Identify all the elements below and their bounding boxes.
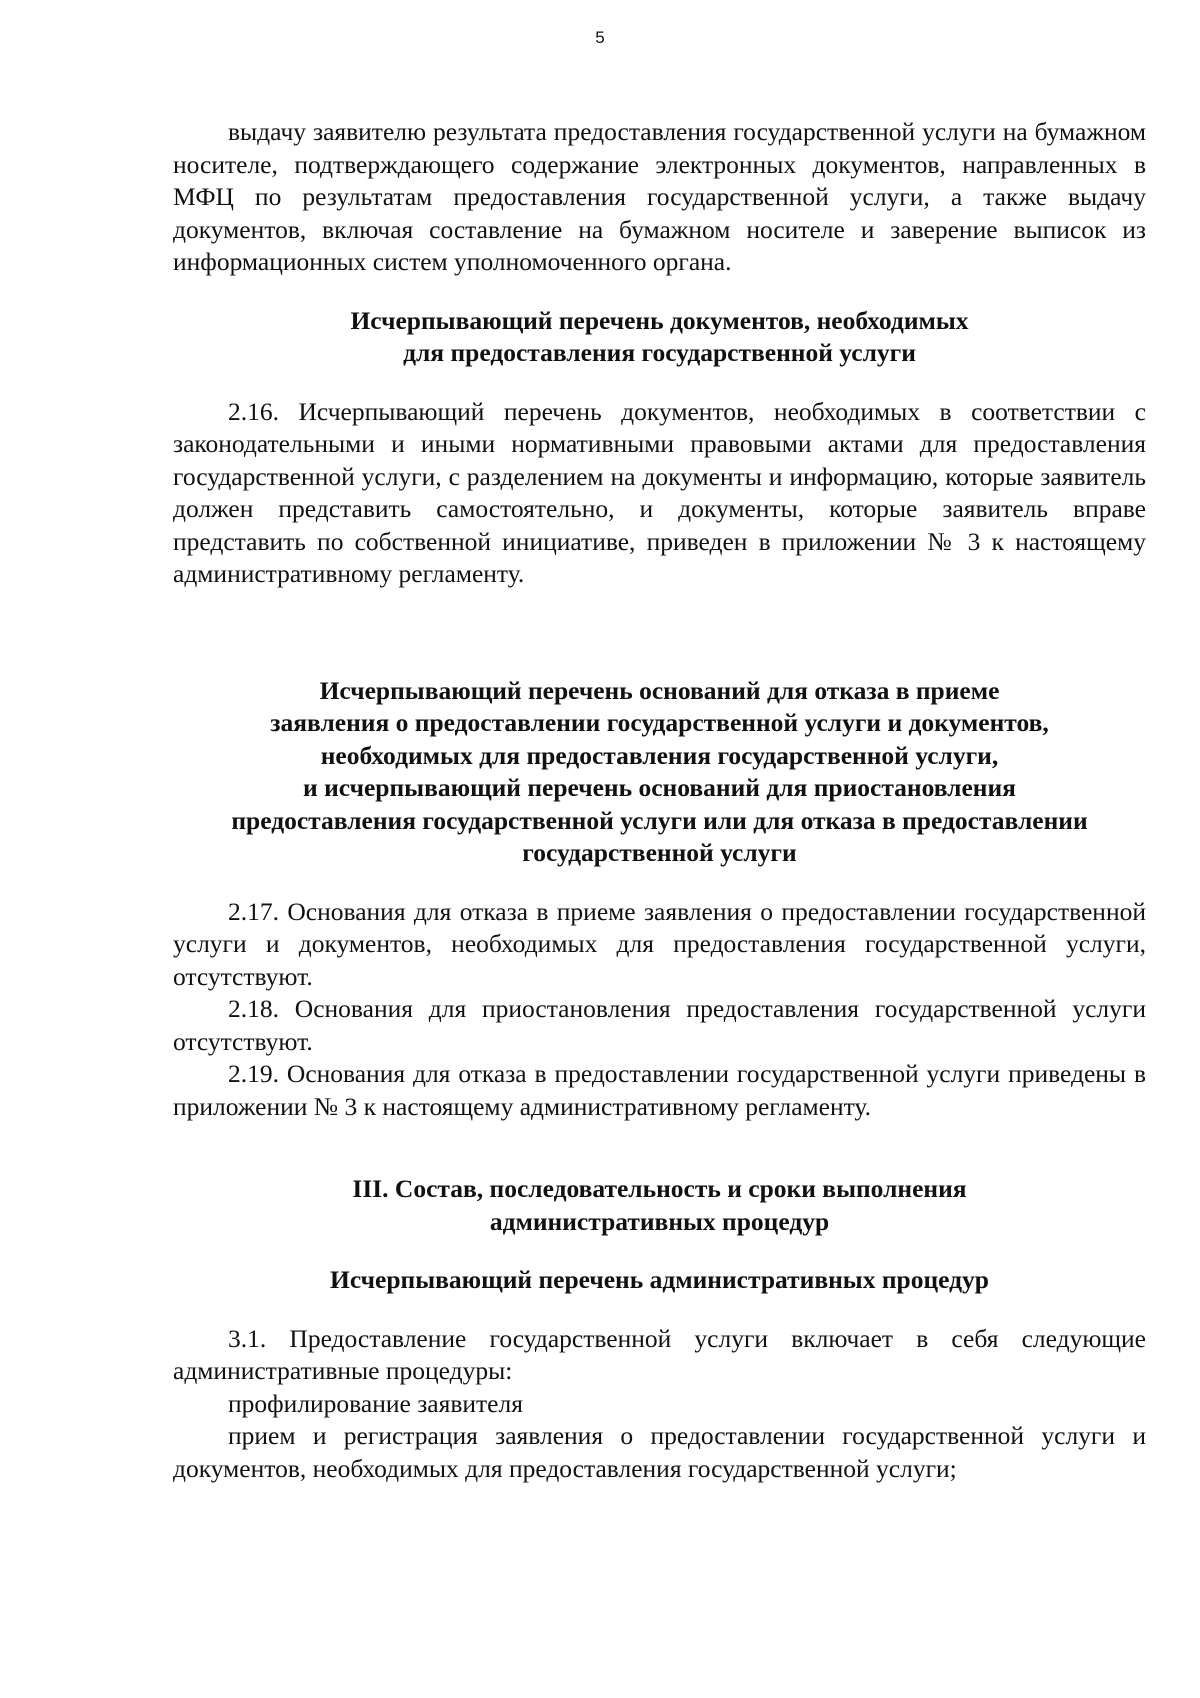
heading-line: необходимых для предоставления государственной услуги, [320, 740, 999, 770]
heading-line: III. Состав, последовательность и сроки выполнения [352, 1174, 967, 1203]
heading-section-3 [173, 1173, 1146, 1238]
heading-refusal-grounds [173, 675, 1146, 870]
heading-line: предоставления государственной услуги или для отказа в предоставлении [231, 805, 1088, 835]
list-item-reception: прием и регистрация заявления о предоставлении государственной услуги и документов, необходимых для предоставления государственной услуги; [173, 1421, 1146, 1483]
heading-line: для предоставления государственной услуги [403, 338, 916, 367]
paragraph-2-16: 2.16. Исчерпывающий перечень документов, необходимых в соответствии с законодательными и иными нормативными правовыми актами для предоставления государственной услуги, с разделением на документы и информацию, которые заявитель должен представить самостоятельно, и документы, которые заявитель вправе представить по собственной инициативе, приведен в приложении № 3 к настоящему административному регламенту. [173, 396, 1146, 588]
paragraph-2-17: 2.17. Основания для отказа в приеме заявления о предоставлении государственной услуги и документов, необходимых для предоставления государственной услуги, отсутствуют. [173, 896, 1146, 991]
heading-line: заявления о предоставлении государственной услуги и документов, [270, 708, 1049, 737]
heading-documents-list [173, 305, 1146, 370]
heading-line: Исчерпывающий перечень документов, необходимых [350, 305, 969, 335]
paragraph-3-1: 3.1. Предоставление государственной услуги включает в себя следующие административные процедуры: [173, 1323, 1146, 1385]
heading-line: Исчерпывающий перечень оснований для отказа в приеме [319, 675, 1000, 705]
heading-line: Исчерпывающий перечень административных процедур [330, 1265, 989, 1294]
document-body [173, 116, 1146, 1485]
paragraph-2-19: 2.19. Основания для отказа в предоставлении государственной услуги приведены в приложении № 3 к настоящему административному регламенту. [173, 1059, 1146, 1121]
paragraph-2-18: 2.18. Основания для приостановления предоставления государственной услуги отсутствуют. [173, 994, 1146, 1056]
list-item-profiling: профилирование заявителя [228, 1388, 523, 1418]
paragraph-intro: выдачу заявителю результата предоставления государственной услуги на бумажном носителе, подтверждающего содержание электронных документов, направленных в МФЦ по результатам предоставления государственной услуги, а также выдачу документов, включая составление на бумажном носителе и заверение выписок из информационных систем уполномоченного органа. [173, 117, 1146, 276]
heading-line: государственной услуги [522, 838, 797, 867]
heading-line: административных процедур [489, 1206, 830, 1236]
heading-line: и исчерпывающий перечень оснований для приостановления [303, 773, 1016, 802]
heading-procedures-list [173, 1264, 1146, 1297]
page-number: 5 [595, 28, 605, 47]
